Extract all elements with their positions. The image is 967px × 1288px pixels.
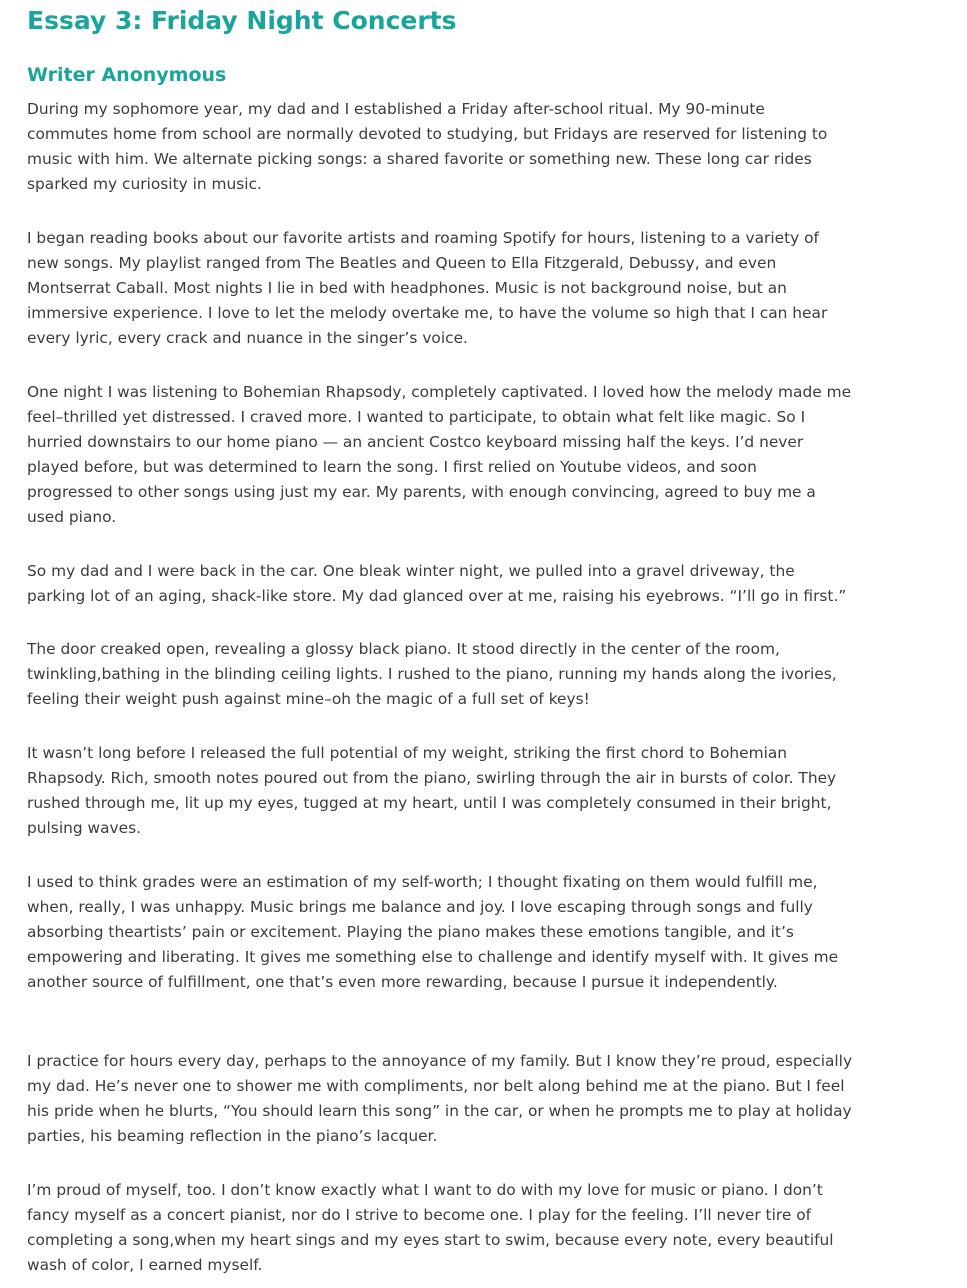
paragraph-line: wash of color, I earned myself.	[27, 1256, 263, 1275]
paragraph-line: every lyric, every crack and nuance in the singer’s voice.	[27, 329, 468, 348]
paragraph-line: sparked my curiosity in music.	[27, 175, 262, 194]
paragraph-line: my dad. He’s never one to shower me with compliments, nor belt along behind me at the piano. But I feel	[27, 1077, 845, 1096]
paragraph-line: parties, his beaming reflection in the piano’s lacquer.	[27, 1127, 438, 1146]
paragraph-line: empowering and liberating. It gives me something else to challenge and identify myself with. It gives me	[27, 948, 839, 967]
paragraph-line: progressed to other songs using just my ear. My parents, with enough convincing, agreed to buy me a	[27, 483, 816, 502]
paragraph-line: twinkling,bathing in the blinding ceiling lights. I rushed to the piano, running my hands along the ivories,	[27, 665, 837, 684]
paragraph-line: fancy myself as a concert pianist, nor do I strive to become one. I play for the feeling. I’ll never tire of	[27, 1206, 812, 1225]
paragraph-line: music with him. We alternate picking songs: a shared favorite or something new. These long car rides	[27, 150, 812, 169]
essay-author: Writer Anonymous	[27, 64, 227, 86]
essay-paragraph-4	[27, 559, 846, 609]
paragraph-line: when, really, I was unhappy. Music brings me balance and joy. I love escaping through songs and fully	[27, 898, 813, 917]
paragraph-line: So my dad and I were back in the car. One bleak winter night, we pulled into a gravel driveway, the	[27, 562, 795, 580]
essay-paragraph-9	[27, 1178, 834, 1278]
paragraph-line: During my sophomore year, my dad and I established a Friday after-school ritual. My 90-minute	[27, 100, 765, 118]
paragraph-line: another source of fulfillment, one that’s even more rewarding, because I pursue it independently.	[27, 973, 778, 992]
essay-title: Essay 3: Friday Night Concerts	[27, 6, 457, 35]
paragraph-line: his pride when he blurts, “You should learn this song” in the car, or when he prompts me to play at holiday	[27, 1102, 852, 1121]
essay-paragraph-2	[27, 226, 827, 351]
paragraph-line: feeling their weight push against mine–oh the magic of a full set of keys!	[27, 690, 590, 709]
paragraph-line: I used to think grades were an estimation of my self-worth; I thought fixating on them would fulfill me,	[27, 873, 818, 891]
paragraph-line: used piano.	[27, 508, 117, 527]
paragraph-line: pulsing waves.	[27, 819, 142, 838]
paragraph-line: The door creaked open, revealing a glossy black piano. It stood directly in the center of the room,	[27, 640, 780, 658]
essay-paragraph-5	[27, 637, 837, 712]
paragraph-line: Rhapsody. Rich, smooth notes poured out from the piano, swirling through the air in bursts of color. They	[27, 769, 837, 788]
paragraph-line: new songs. My playlist ranged from The Beatles and Queen to Ella Fitzgerald, Debussy, and even	[27, 254, 777, 273]
essay-paragraph-1	[27, 97, 827, 197]
paragraph-line: completing a song,when my heart sings and my eyes start to swim, because every note, every beautiful	[27, 1231, 834, 1250]
paragraph-line: parking lot of an aging, shack-like store. My dad glanced over at me, raising his eyebrows. “I’ll go in first.”	[27, 587, 847, 606]
paragraph-line: immersive experience. I love to let the melody overtake me, to have the volume so high that I can hear	[27, 304, 828, 323]
paragraph-line: I began reading books about our favorite artists and roaming Spotify for hours, listening to a variety of	[27, 229, 819, 247]
essay-paragraph-3	[27, 380, 851, 531]
paragraph-line: I’m proud of myself, too. I don’t know exactly what I want to do with my love for music or piano. I don’t	[27, 1181, 823, 1199]
paragraph-line: absorbing theartists’ pain or excitement. Playing the piano makes these emotions tangible, and it’s	[27, 923, 794, 942]
paragraph-line: played before, but was determined to learn the song. I first relied on Youtube videos, and soon	[27, 458, 757, 477]
paragraph-line: Montserrat Caball. Most nights I lie in bed with headphones. Music is not background noise, but an	[27, 279, 787, 298]
essay-paragraph-6	[27, 741, 836, 841]
essay-paragraph-8	[27, 1049, 852, 1149]
paragraph-line: It wasn’t long before I released the full potential of my weight, striking the first chord to Bohemian	[27, 744, 788, 762]
paragraph-line: commutes home from school are normally devoted to studying, but Fridays are reserved for listening to	[27, 125, 828, 144]
paragraph-line: One night I was listening to Bohemian Rhapsody, completely captivated. I loved how the melody made me	[27, 383, 852, 401]
paragraph-line: feel–thrilled yet distressed. I craved more. I wanted to participate, to obtain what felt like magic. So I	[27, 408, 806, 427]
paragraph-line: I practice for hours every day, perhaps to the annoyance of my family. But I know they’re proud, especially	[27, 1052, 853, 1070]
paragraph-line: hurried downstairs to our home piano — an ancient Costco keyboard missing half the keys. I’d never	[27, 433, 804, 452]
paragraph-line: rushed through me, lit up my eyes, tugged at my heart, until I was completely consumed in their bright,	[27, 794, 832, 813]
essay-paragraph-7	[27, 870, 838, 995]
